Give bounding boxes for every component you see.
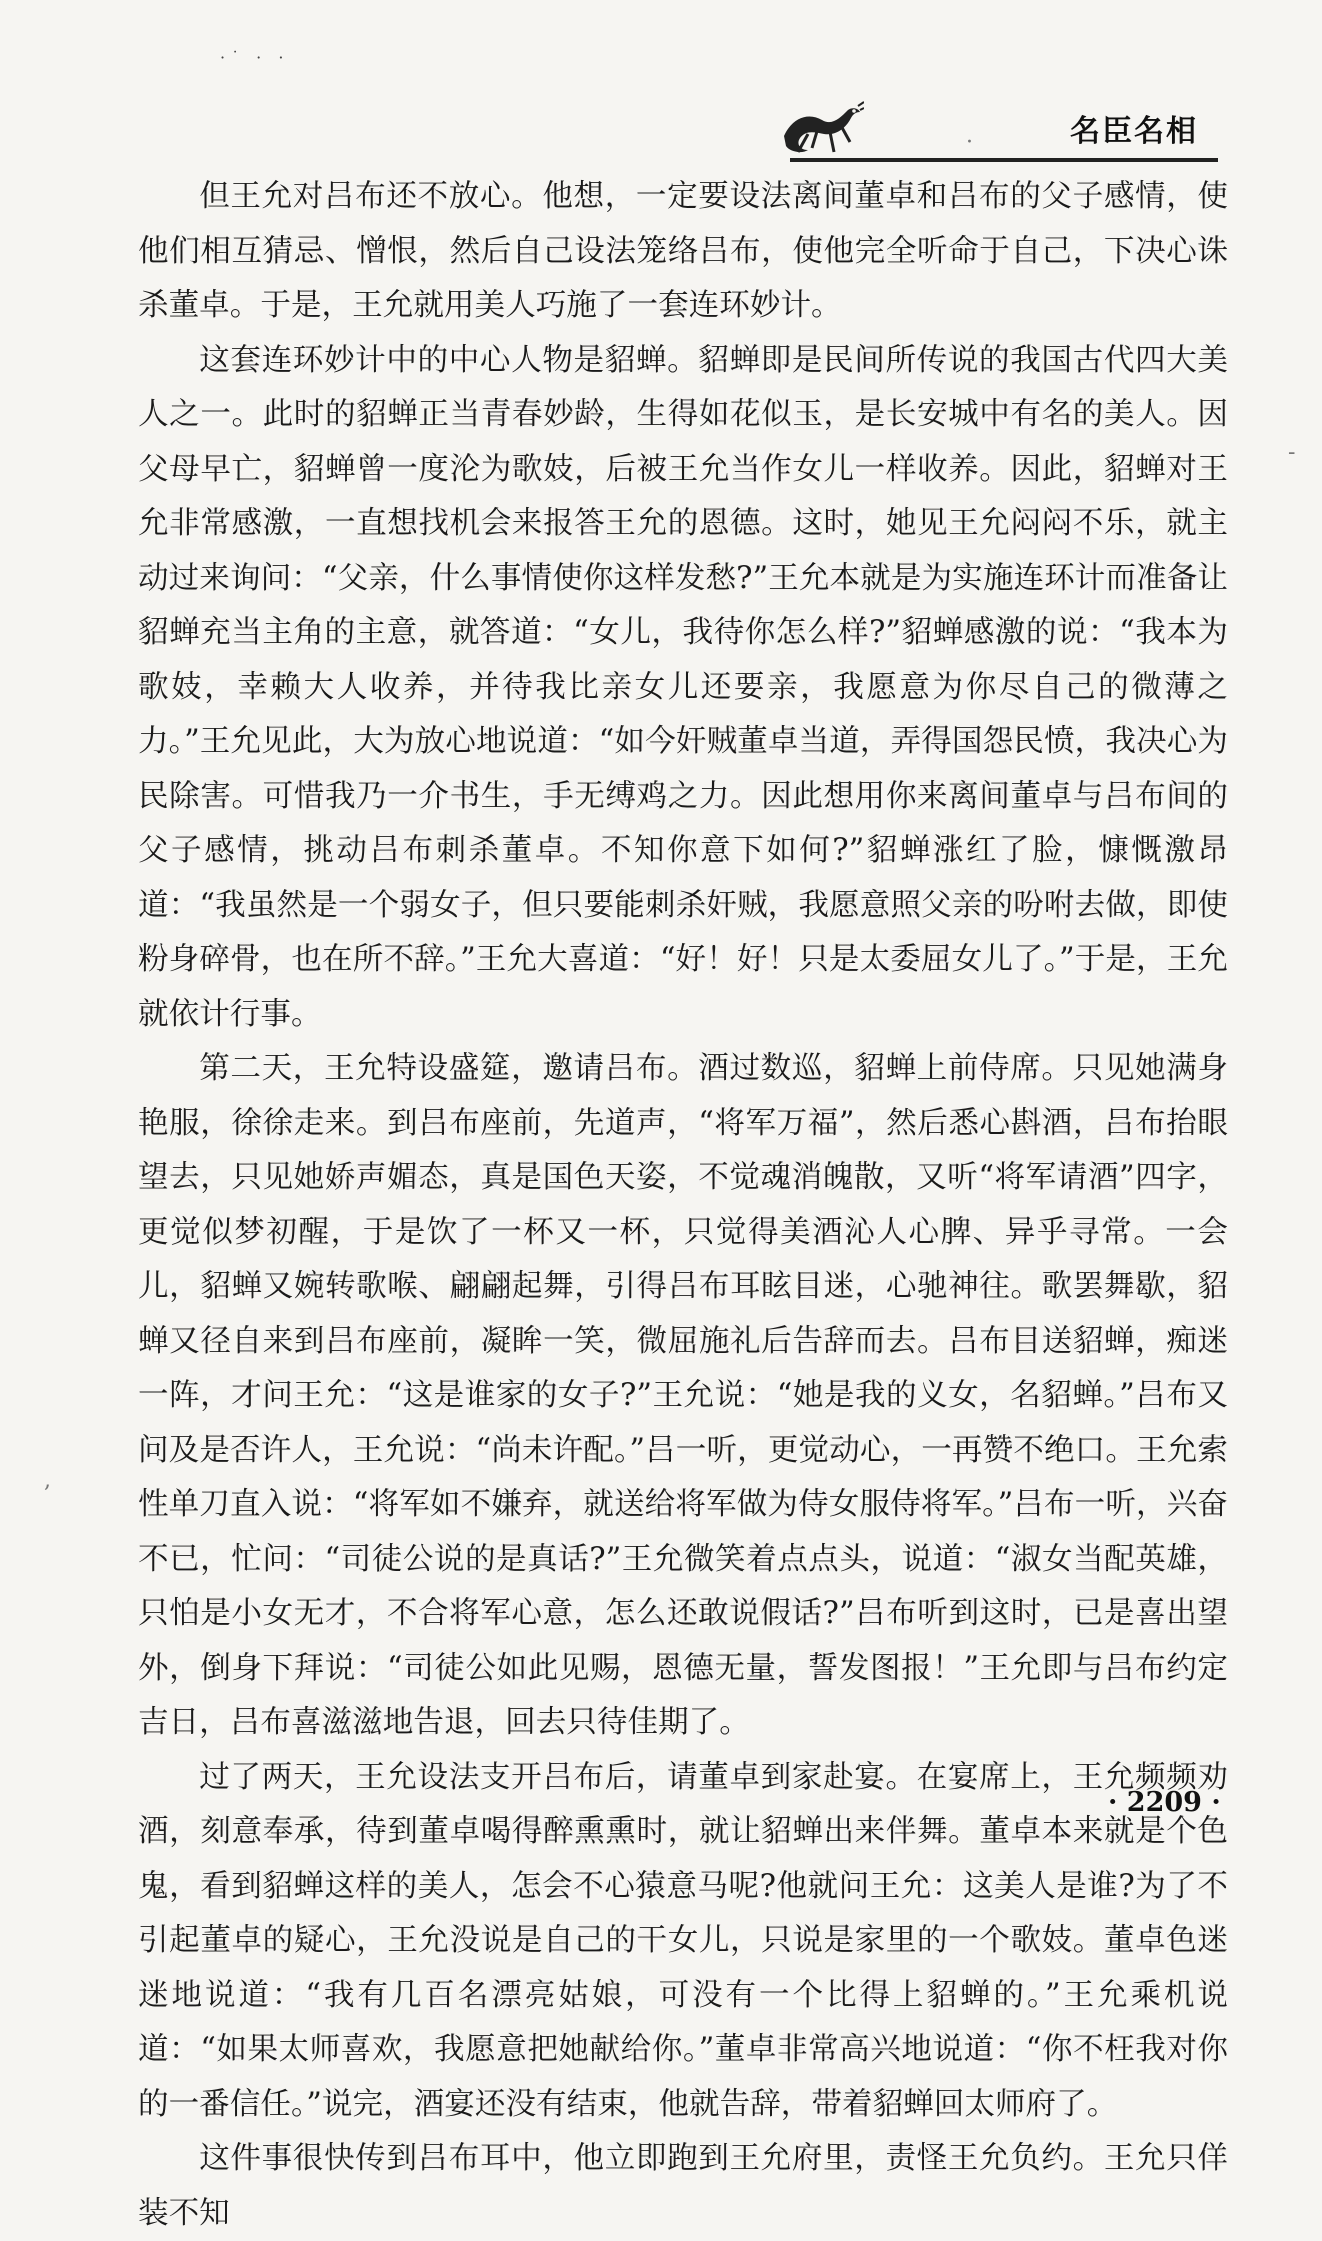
section-title: 名臣名相: [1070, 114, 1198, 149]
paragraph: 这件事很快传到吕布耳中，他立即跑到王允府里，责怪王允负约。王允只佯装不知: [138, 2141, 1228, 2231]
scan-speck: ·: [966, 130, 973, 155]
scan-speck: ,: [44, 1468, 51, 1493]
header-rule: [790, 158, 1218, 162]
paragraph: 第二天，王允特设盛筵，邀请吕布。酒过数巡，貂蝉上前侍席。只见她满身艳服，徐徐走来。到吕布座前，先道声，“将军万福”，然后悉心斟酒，吕布抬眼望去，只见她娇声媚态，真是国色天姿，不觉魂消魄散，又听“将军请酒”四字，更觉似梦初醒，于是饮了一杯又一杯，只觉得美酒沁人心脾、异乎寻常。一会儿，貂蝉又婉转歌喉、翩翩起舞，引得吕布耳眩目迷，心驰神往。歌罢舞歇，貂蝉又径自来到吕布座前，凝眸一笑，微屈施礼后告辞而去。吕布目送貂蝉，痴迷一阵，才问王允：“这是谁家的女子?”王允说：“她是我的义女，名貂蝉。”吕布又问及是否许人，王允说：“尚未许配。”吕一听，更觉动心，一再赞不绝口。王允索性单刀直入说：“将军如不嫌弃，就送给将军做为侍女服侍将军。”吕布一听，兴奋不已，忙问：“司徒公说的是真话?”王允微笑着点点头，说道：“淑女当配英雄，只怕是小女无才，不合将军心意，怎么还敢说假话?”吕布听到这时，已是喜出望外，倒身下拜说：“司徒公如此见赐，恩德无量，誓发图报！”王允即与吕布约定吉日，吕布喜滋滋地告退，回去只待佳期了。: [138, 1051, 1228, 1740]
paragraph: 过了两天，王允设法支开吕布后，请董卓到家赴宴。在宴席上，王允频频劝酒，刻意奉承，待到董卓喝得醉熏熏时，就让貂蝉出来伴舞。董卓本来就是个色鬼，看到貂蝉这样的美人，怎会不心猿意马呢?他就问王允：这美人是谁?为了不引起董卓的疑心，王允没说是自己的干女儿，只说是家里的一个歌妓。董卓色迷迷地说道：“我有几百名漂亮姑娘，可没有一个比得上貂蝉的。”王允乘机说道：“如果太师喜欢，我愿意把她献给你。”董卓非常高兴地说道：“你不枉我对你的一番信任。”说完，酒宴还没有结束，他就告辞，带着貂蝉回太师府了。: [138, 1759, 1228, 2122]
scan-speck: -: [1288, 440, 1296, 465]
scan-specks: ·˙ · ·: [220, 48, 290, 67]
article-body: [138, 170, 1228, 2241]
dragon-emblem-icon: [778, 98, 864, 156]
page-header: [770, 92, 1210, 162]
page-number: · 2209 ·: [1108, 1787, 1221, 1818]
paragraph: 这套连环妙计中的中心人物是貂蝉。貂蝉即是民间所传说的我国古代四大美人之一。此时的貂蝉正当青春妙龄，生得如花似玉，是长安城中有名的美人。因父母早亡，貂蝉曾一度沦为歌妓，后被王允当作女儿一样收养。因此，貂蝉对王允非常感激，一直想找机会来报答王允的恩德。这时，她见王允闷闷不乐，就主动过来询问：“父亲，什么事情使你这样发愁?”王允本就是为实施连环计而准备让貂蝉充当主角的主意，就答道：“女儿，我待你怎么样?”貂蝉感激的说：“我本为歌妓，幸赖大人收养，并待我比亲女儿还要亲，我愿意为你尽自己的微薄之力。”王允见此，大为放心地说道：“如今奸贼董卓当道，弄得国怨民愤，我决心为民除害。可惜我乃一介书生，手无缚鸡之力。因此想用你来离间董卓与吕布间的父子感情，挑动吕布刺杀董卓。不知你意下如何?”貂蝉涨红了脸，慷慨激昂道：“我虽然是一个弱女子，但只要能刺杀奸贼，我愿意照父亲的吩咐去做，即使粉身碎骨，也在所不辞。”王允大喜道：“好！好！只是太委屈女儿了。”于是，王允就依计行事。: [138, 342, 1228, 1032]
paragraph: 但王允对吕布还不放心。他想，一定要设法离间董卓和吕布的父子感情，使他们相互猜忌、憎恨，然后自己设法笼络吕布，使他完全听命于自己，下决心诛杀董卓。于是，王允就用美人巧施了一套连环妙计。: [138, 179, 1228, 323]
